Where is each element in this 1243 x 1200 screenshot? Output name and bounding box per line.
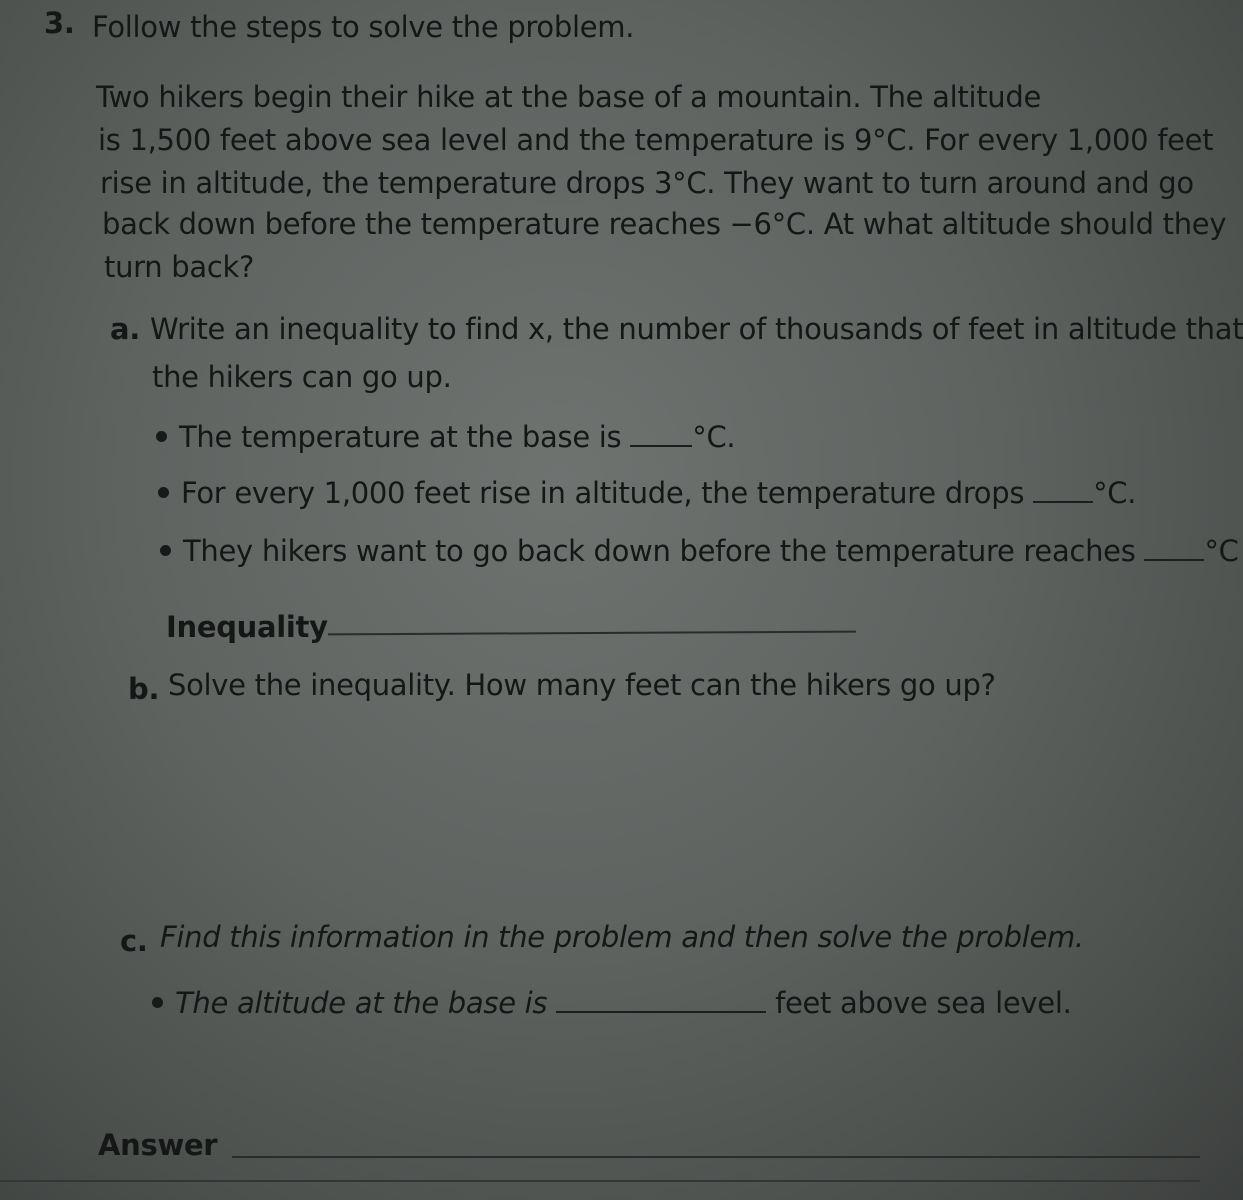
inequality-label: Inequality [166,610,328,644]
problem-line-2: is 1,500 feet above sea level and the temperature is 9°C. For every 1,000 feet [98,123,1214,157]
bullet-temperature-drop [158,476,1136,510]
part-c-letter: c. [120,924,148,958]
bullet-base-altitude [152,986,1072,1020]
problem-number: 3. [44,6,75,40]
problem-line-4: back down before the temperature reaches −6°C. At what altitude should they [102,207,1227,241]
part-c-text: Find this information in the problem and then solve the problem. [160,920,1084,954]
inequality-answer-line[interactable] [328,631,856,636]
blank-turnaround-temperature[interactable] [1144,558,1204,561]
bullet-icon [156,431,167,442]
blank-base-altitude[interactable] [556,1010,766,1013]
bullet-turnaround-temperature [160,534,1239,568]
problem-line-5: turn back? [104,250,255,284]
problem-line-3: rise in altitude, the temperature drops 3°C. They want to turn around and go [100,166,1194,200]
blank-temperature-drop[interactable] [1033,500,1093,503]
problem-heading: Follow the steps to solve the problem. [92,10,635,44]
bullet-text: For every 1,000 feet rise in altitude, the temperature drops [181,476,1025,510]
bullet-text: They hikers want to go back down before the temperature reaches [183,534,1136,568]
bullet-unit: °C [1204,534,1239,568]
bullet-icon [160,545,171,556]
bullet-unit: °C. [1093,476,1137,510]
part-a-line-2: the hikers can go up. [152,360,452,394]
answer-line[interactable] [232,1156,1200,1158]
part-a-letter: a. [110,312,140,346]
bullet-text: The altitude at the base is [175,986,548,1020]
bullet-icon [152,997,163,1008]
part-b-letter: b. [128,672,160,706]
part-b-text: Solve the inequality. How many feet can the hikers go up? [168,668,996,702]
bullet-suffix: feet above sea level. [775,986,1072,1020]
page-bottom-rule [0,1180,1200,1182]
problem-line-1: Two hikers begin their hike at the base of a mountain. The altitude [96,80,1042,114]
answer-label: Answer [98,1128,218,1162]
bullet-text: The temperature at the base is [179,420,622,454]
blank-base-temperature[interactable] [630,444,692,447]
bullet-base-temperature [156,420,735,454]
part-a-line-1: Write an inequality to find x, the number of thousands of feet in altitude that [150,312,1243,346]
bullet-unit: °C. [692,420,736,454]
bullet-icon [158,487,169,498]
